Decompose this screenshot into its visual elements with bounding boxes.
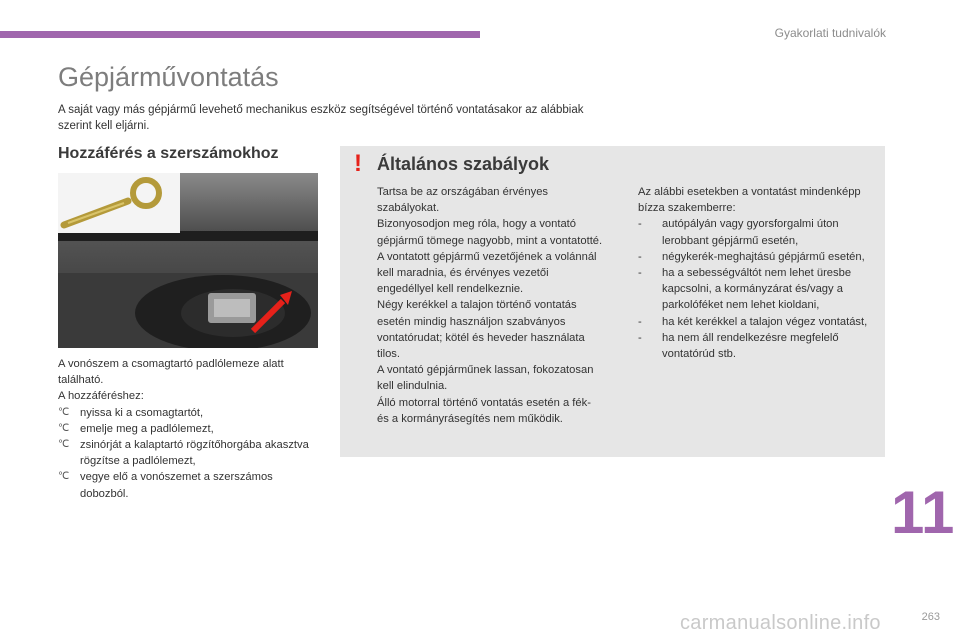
watermark: carmanualsonline.info xyxy=(680,612,881,634)
tools-access-heading: Hozzáférés a szerszámokhoz xyxy=(58,145,279,162)
warning-icon: ! xyxy=(354,150,362,177)
chapter-number: 11 xyxy=(891,479,955,546)
trunk-photo xyxy=(58,173,318,348)
section-label: Gyakorlati tudnivalók xyxy=(774,26,886,40)
list-item: - autópályán vagy gyorsforgalmi úton lerobbant gépjármű esetén, xyxy=(638,218,839,247)
rule-paragraph: Bizonyosodjon meg róla, hogy a vontató gépjármű tömege nagyobb, mint a vontatotté. xyxy=(377,218,603,247)
bullet-icon: ℃ xyxy=(58,471,70,483)
rule-paragraph: A vontató gépjárműnek lassan, fokozatosan kell elindulnia. xyxy=(377,364,594,393)
accent-bar xyxy=(0,31,480,38)
bullet-icon: ℃ xyxy=(58,439,70,451)
access-intro-text: A hozzáféréshez: xyxy=(58,390,144,403)
tools-access-text xyxy=(58,356,320,502)
rule-paragraph: Négy kerékkel a talajon történő vontatás esetén mindig használjon szabványos vontatórudat; kötél és heveder használata tilos. xyxy=(377,299,585,361)
rule-paragraph: A vontatott gépjármű vezetőjének a volánnál kell maradnia, és érvényes vezetői engedéllyel kell rendelkeznie. xyxy=(377,250,597,296)
list-item: - ha két kerékkel a talajon végez vontatást, xyxy=(638,315,868,328)
tool-location-text: A vonószem a csomagtartó padlólemeze alatt található. xyxy=(58,358,284,387)
list-item: ℃ vegye elő a vonószemet a szerszámos dobozból. xyxy=(58,471,273,500)
list-item: ℃ nyissa ki a csomagtartót, xyxy=(58,405,320,421)
list-item: - ha nem áll rendelkezésre megfelelő vontatórúd stb. xyxy=(638,331,839,361)
bullet-icon: ℃ xyxy=(58,422,70,434)
bullet-icon: ℃ xyxy=(58,406,70,418)
general-rules-heading: Általános szabályok xyxy=(377,154,550,174)
list-item: ℃ zsinórját a kalaptartó rögzítőhorgába akasztva rögzítse a padlólemezt, xyxy=(58,439,309,468)
professional-cases-list xyxy=(638,216,876,362)
rules-column-right xyxy=(638,184,876,362)
rule-paragraph: Álló motorral történő vontatás esetén a fék- és a kormányrásegítés nem működik. xyxy=(377,396,591,425)
list-item: ℃ emelje meg a padlólemezt, xyxy=(58,421,320,437)
general-rules-box xyxy=(340,146,885,457)
professional-intro-text: Az alábbi esetekben a vontatást mindenképp bízza szakemberre: xyxy=(638,186,861,215)
rules-column-left xyxy=(377,184,605,427)
page-title: Gépjárművontatás xyxy=(58,62,279,92)
page-number: 263 xyxy=(921,611,940,623)
list-item: - ha a sebességváltót nem lehet üresbe kapcsolni, a kormányzárat és/vagy a parkolóféket nem lehet kioldani, xyxy=(638,267,852,312)
access-steps-list xyxy=(58,405,320,502)
list-item: - négykerék-meghajtású gépjármű esetén, xyxy=(638,250,865,263)
rule-paragraph: Tartsa be az országában érvényes szabályokat. xyxy=(377,186,549,215)
intro-text: A saját vagy más gépjármű levehető mechanikus eszköz segítségével történő vontatásakor az alábbiak szerint kell eljárni. xyxy=(58,104,584,132)
